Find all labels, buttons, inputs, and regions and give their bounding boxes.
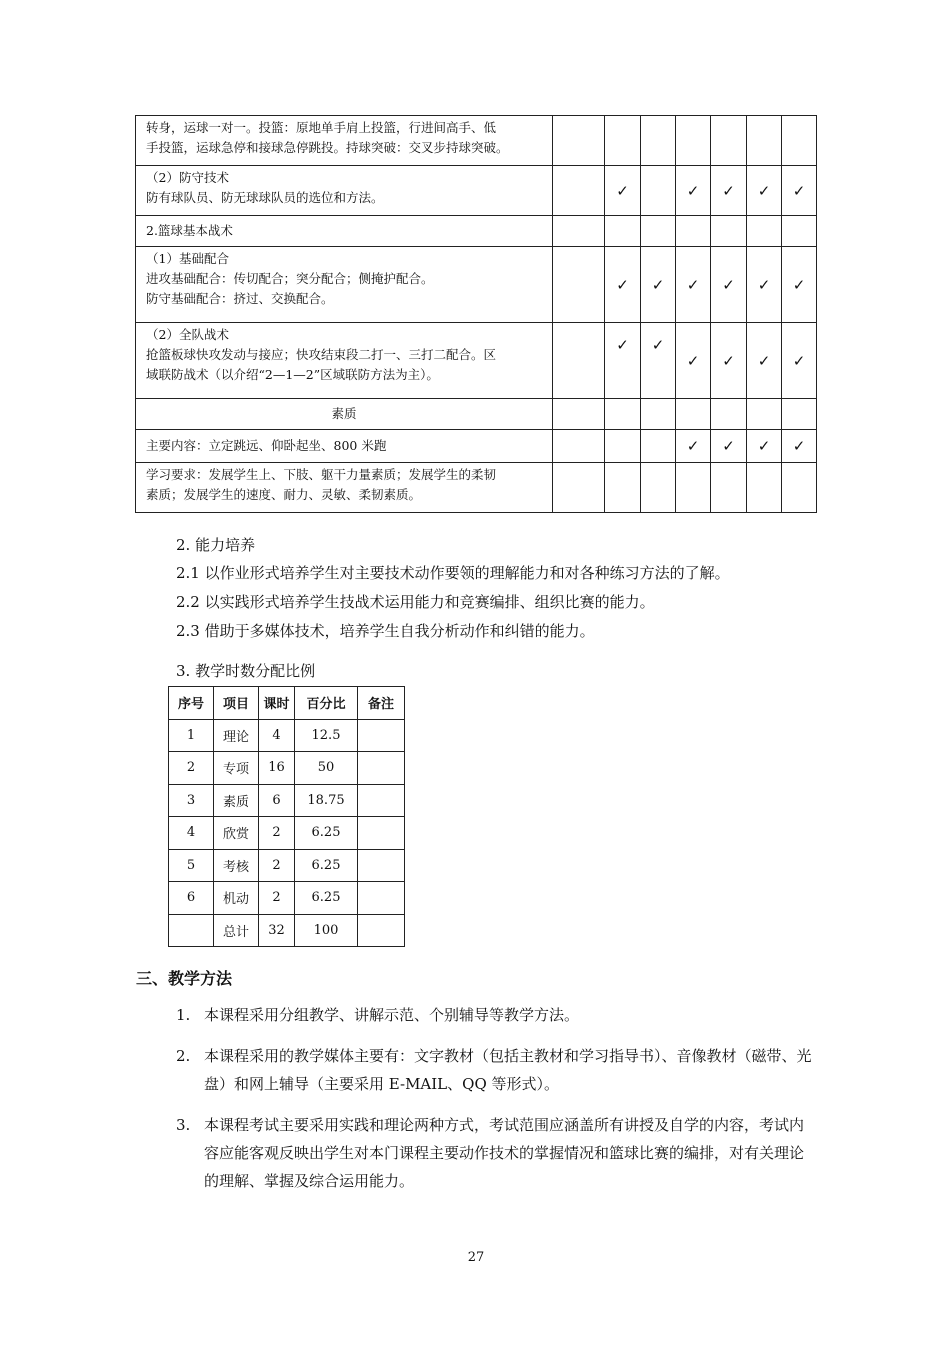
table-row <box>136 166 817 216</box>
table-row <box>136 116 817 166</box>
cell-index: 3 <box>169 784 214 817</box>
table-row <box>169 882 405 915</box>
cell-hours: 4 <box>259 719 295 752</box>
cell-index: 5 <box>169 849 214 882</box>
check-mark: ✓ <box>676 430 711 463</box>
table-row <box>136 216 817 247</box>
cell-percent: 6.25 <box>295 817 358 850</box>
check-mark: ✓ <box>747 323 782 399</box>
table-row <box>169 849 405 882</box>
cell-item: 专项 <box>214 752 259 785</box>
content-cell: 学习要求：发展学生上、下肢、躯干力量素质；发展学生的柔韧 素质；发展学生的速度、耐力、灵敏、柔韧素质。 <box>136 463 553 513</box>
cell-hours: 6 <box>259 784 295 817</box>
cell-percent: 18.75 <box>295 784 358 817</box>
cell-remark <box>358 817 405 850</box>
check-cell <box>641 166 676 216</box>
check-mark: ✓ <box>782 247 817 323</box>
cell-remark <box>358 784 405 817</box>
check-mark: ✓ <box>641 247 676 323</box>
content-cell: （2）防守技术 防有球队员、防无球球队员的选位和方法。 <box>136 166 553 216</box>
cell-remark <box>358 719 405 752</box>
column-header: 课时 <box>259 687 295 720</box>
cell-item: 素质 <box>214 784 259 817</box>
column-header: 项目 <box>214 687 259 720</box>
check-mark: ✓ <box>782 430 817 463</box>
check-cell <box>641 430 676 463</box>
hours-header-row <box>169 687 405 720</box>
check-cell <box>605 430 641 463</box>
table-row <box>169 914 405 947</box>
item-text: 本课程考试主要采用实践和理论两种方式，考试范围应涵盖所有讲授及自学的内容，考试内容应能客观反映出学生对本门课程主要动作技术的掌握情况和篮球比赛的编排，对有关理论的理解、掌握及综合运用能力。 <box>204 1116 805 1190</box>
check-mark: ✓ <box>711 323 747 399</box>
cell-percent: 100 <box>295 914 358 947</box>
cell-remark <box>358 914 405 947</box>
hours-heading: 3. 教学时数分配比例 <box>176 662 316 680</box>
table-row <box>169 719 405 752</box>
cell-percent: 50 <box>295 752 358 785</box>
check-cell <box>553 166 605 216</box>
check-mark: ✓ <box>747 247 782 323</box>
cell-item: 机动 <box>214 882 259 915</box>
check-cell <box>553 247 605 323</box>
cell-index: 4 <box>169 817 214 850</box>
section-heading: 三、教学方法 <box>136 969 233 988</box>
cell-percent: 6.25 <box>295 849 358 882</box>
column-header: 备注 <box>358 687 405 720</box>
cell-item: 总计 <box>214 914 259 947</box>
table-row <box>136 399 817 430</box>
check-mark: ✓ <box>676 247 711 323</box>
cell-hours: 32 <box>259 914 295 947</box>
content-cell: 转身，运球一对一。投篮：原地单手肩上投篮，行进间高手、低 手投篮，运球急停和接球急停跳投。持球突破：交叉步持球突破。 <box>136 116 553 166</box>
content-cell: 2.篮球基本战术 <box>136 216 553 247</box>
table-row <box>136 247 817 323</box>
check-mark: ✓ <box>782 323 817 399</box>
ability-item: 2.3 借助于多媒体技术，培养学生自我分析动作和纠错的能力。 <box>176 622 595 640</box>
content-table <box>135 115 817 513</box>
column-header: 序号 <box>169 687 214 720</box>
table-row <box>136 463 817 513</box>
check-mark: ✓ <box>605 323 641 399</box>
check-mark: ✓ <box>676 166 711 216</box>
table-row <box>169 784 405 817</box>
page-number: 27 <box>467 1250 485 1265</box>
cell-remark <box>358 849 405 882</box>
cell-percent: 12.5 <box>295 719 358 752</box>
check-mark: ✓ <box>782 166 817 216</box>
cell-hours: 2 <box>259 849 295 882</box>
cell-hours: 2 <box>259 817 295 850</box>
hours-table <box>168 686 405 947</box>
cell-index: 2 <box>169 752 214 785</box>
cell-hours: 2 <box>259 882 295 915</box>
cell-percent: 6.25 <box>295 882 358 915</box>
check-mark: ✓ <box>711 430 747 463</box>
cell-index <box>169 914 214 947</box>
check-mark: ✓ <box>747 166 782 216</box>
check-mark: ✓ <box>711 247 747 323</box>
check-mark: ✓ <box>605 166 641 216</box>
table-row <box>136 323 817 399</box>
cell-remark <box>358 882 405 915</box>
cell-remark <box>358 752 405 785</box>
cell-index: 6 <box>169 882 214 915</box>
cell-item: 理论 <box>214 719 259 752</box>
table-row <box>136 430 817 463</box>
check-mark: ✓ <box>641 323 676 399</box>
check-cell <box>553 430 605 463</box>
table-row <box>169 817 405 850</box>
check-cell <box>553 323 605 399</box>
section-label: 素质 <box>136 399 553 430</box>
cell-index: 1 <box>169 719 214 752</box>
cell-item: 欣赏 <box>214 817 259 850</box>
item-number: 2. <box>176 1047 191 1065</box>
check-mark: ✓ <box>676 323 711 399</box>
content-cell: 主要内容：立定跳远、仰卧起坐、800 米跑 <box>136 430 553 463</box>
check-mark: ✓ <box>711 166 747 216</box>
item-number: 3. <box>176 1116 191 1134</box>
table-row <box>169 752 405 785</box>
ability-item: 2.2 以实践形式培养学生技战术运用能力和竞赛编排、组织比赛的能力。 <box>176 593 655 611</box>
cell-hours: 16 <box>259 752 295 785</box>
content-cell: （1）基础配合 进攻基础配合：传切配合；突分配合；侧掩护配合。 防守基础配合：挤过、交换配合。 <box>136 247 553 323</box>
check-mark: ✓ <box>605 247 641 323</box>
ability-heading: 2. 能力培养 <box>176 536 256 554</box>
cell-item: 考核 <box>214 849 259 882</box>
item-number: 1. <box>176 1006 191 1024</box>
content-cell: （2）全队战术 抢篮板球快攻发动与接应；快攻结束段二打一、三打二配合。区 域联防战术（以介绍“2—1—2”区域联防方法为主）。 <box>136 323 553 399</box>
item-text: 本课程采用分组教学、讲解示范、个别辅导等教学方法。 <box>204 1006 580 1024</box>
ability-item: 2.1 以作业形式培养学生对主要技术动作要领的理解能力和对各种练习方法的了解。 <box>176 564 730 582</box>
check-mark: ✓ <box>747 430 782 463</box>
item-text: 本课程采用的教学媒体主要有：文字教材（包括主教材和学习指导书）、音像教材（磁带、光盘）和网上辅导（主要采用 E-MAIL、QQ 等形式）。 <box>204 1047 812 1093</box>
column-header: 百分比 <box>295 687 358 720</box>
